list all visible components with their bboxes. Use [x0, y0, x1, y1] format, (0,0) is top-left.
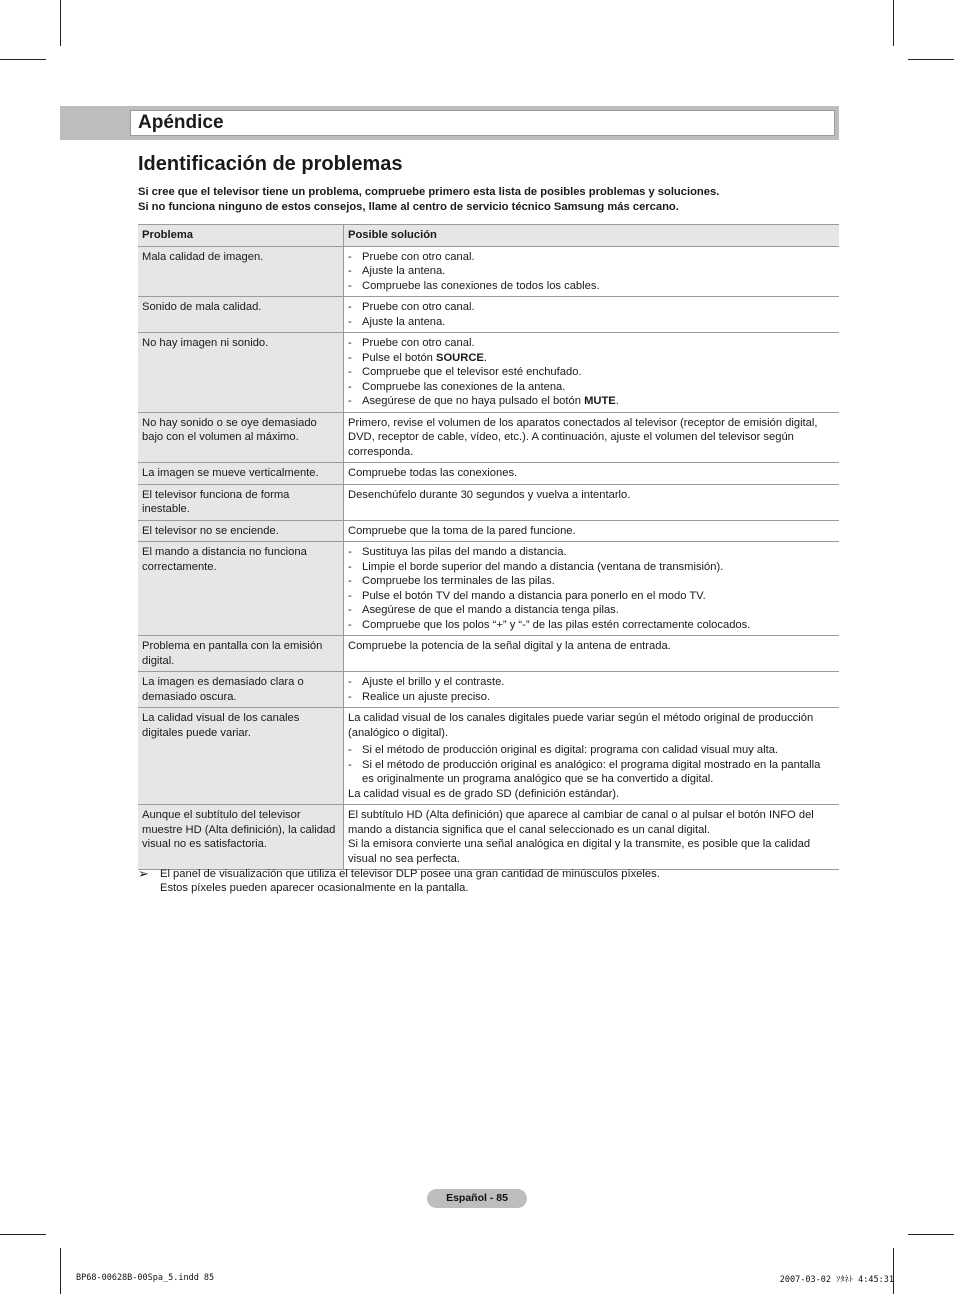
- solution-list-item: [348, 351, 835, 366]
- solution-paragraph: Compruebe que la toma de la pared funcione.: [348, 524, 576, 537]
- problem-cell: La calidad visual de los canales digitales puede variar.: [138, 708, 344, 805]
- solution-text-part: .: [615, 395, 619, 407]
- solution-text: [362, 589, 706, 604]
- problem-cell: El mando a distancia no funciona correctamente.: [138, 542, 344, 636]
- solution-text-part: Sustituya las pilas del mando a distancia.: [362, 546, 567, 558]
- solution-list-item: [348, 545, 835, 560]
- list-dash: -: [348, 395, 352, 407]
- solution-text-part: Ajuste la antena.: [362, 265, 446, 277]
- table-row: [138, 463, 839, 485]
- section-banner-box: [130, 110, 835, 136]
- solution-text: [362, 675, 504, 690]
- crop-mark: [0, 1234, 46, 1235]
- problem-cell: La imagen se mueve verticalmente.: [138, 463, 344, 485]
- solution-list-item: [348, 365, 835, 380]
- column-header-problem: Problema: [138, 225, 344, 247]
- solution-text: [362, 743, 778, 758]
- problem-cell: No hay sonido o se oye demasiado bajo con el volumen al máximo.: [138, 412, 344, 463]
- solution-list-item: [348, 758, 835, 787]
- solution-text-part: Asegúrese de que el mando a distancia tenga pilas.: [362, 604, 619, 616]
- solution-text-part: Pruebe con otro canal.: [362, 337, 475, 349]
- solution-cell: [344, 412, 840, 463]
- solution-text-part: Pruebe con otro canal.: [362, 250, 475, 263]
- button-name: MUTE: [584, 395, 616, 407]
- solution-cell: [344, 333, 840, 413]
- note: [138, 867, 660, 895]
- solution-cell: [344, 484, 840, 520]
- solution-text: [362, 690, 490, 705]
- solution-cell: [344, 297, 840, 333]
- solution-text-part: Compruebe los terminales de las pilas.: [362, 575, 555, 587]
- solution-paragraph: Primero, revise el volumen de los aparatos conectados al televisor (receptor de emisión digital, DVD, receptor de cable, vídeo, etc.). A continuación, ajuste el volumen del televisor según corresponda.: [348, 416, 818, 458]
- solution-list-item: [348, 743, 835, 758]
- solution-text: [362, 380, 565, 395]
- list-dash: -: [348, 575, 352, 587]
- solution-text-part: Compruebe que el televisor esté enchufado.: [362, 366, 582, 378]
- solution-text-part: Si el método de producción original es analógico: el programa digital mostrado en la pantalla es originalmente un programa analógico que se ha convertido a digital.: [362, 758, 821, 785]
- list-dash: -: [348, 676, 352, 688]
- section-title: Apéndice: [138, 112, 224, 133]
- problem-cell: Aunque el subtítulo del televisor muestre HD (Alta definición), la calidad visual no es satisfactoria.: [138, 805, 344, 870]
- solution-paragraph: La calidad visual de los canales digitales puede variar según el método original de producción (analógico o digital).: [348, 712, 814, 739]
- solution-text: [362, 618, 750, 633]
- solution-text: [362, 758, 835, 787]
- solution-text-part: Realice un ajuste preciso.: [362, 690, 491, 703]
- list-dash: -: [348, 265, 352, 277]
- solution-text: [362, 545, 567, 560]
- table-row: [138, 246, 839, 297]
- solution-text: [362, 264, 445, 279]
- list-dash: -: [348, 337, 352, 349]
- solution-list-item: [348, 560, 835, 575]
- solution-cell: [344, 542, 840, 636]
- solution-text-part: Compruebe las conexiones de la antena.: [362, 380, 566, 393]
- table-row: [138, 412, 839, 463]
- solution-paragraph: Si la emisora convierte una señal analógica en digital y la transmite, es posible que la calidad visual no sea perfecta.: [348, 838, 811, 865]
- solution-cell: [344, 672, 840, 708]
- table-row: [138, 636, 839, 672]
- solution-list-item: [348, 589, 835, 604]
- button-name: SOURCE: [436, 351, 484, 364]
- list-dash: -: [348, 744, 352, 756]
- solution-text: [362, 574, 555, 589]
- solution-text-part: Ajuste la antena.: [362, 315, 446, 328]
- table-row: [138, 672, 839, 708]
- solution-text-part: Limpie el borde superior del mando a distancia (ventana de transmisión).: [362, 560, 724, 573]
- solution-cell: [344, 708, 840, 805]
- solution-text-part: .: [483, 351, 487, 364]
- solution-paragraph: Desenchúfelo durante 30 segundos y vuelva a intentarlo.: [348, 488, 631, 501]
- table-row: [138, 805, 839, 870]
- solution-list-item: [348, 250, 835, 265]
- solution-text: [362, 315, 445, 330]
- crop-mark: [908, 1234, 954, 1235]
- list-dash: -: [348, 279, 352, 292]
- list-dash: -: [348, 351, 352, 364]
- solution-text-part: Compruebe que los polos “+” y “-” de las pilas estén correctamente colocados.: [362, 618, 751, 631]
- solution-text-part: Compruebe las conexiones de todos los cables.: [362, 279, 600, 292]
- note-line: Estos píxeles pueden aparecer ocasionalmente en la pantalla.: [160, 882, 469, 894]
- table-row: [138, 333, 839, 413]
- solution-list-item: [348, 279, 835, 294]
- problem-cell: No hay imagen ni sonido.: [138, 333, 344, 413]
- footer-file-info: BP68-00628B-00Spa_5.indd 85: [76, 1273, 215, 1283]
- solution-list-item: [348, 336, 835, 351]
- crop-mark: [908, 59, 954, 60]
- solution-text: [362, 300, 475, 315]
- problem-cell: Problema en pantalla con la emisión digital.: [138, 636, 344, 672]
- solution-text-part: Pruebe con otro canal.: [362, 301, 475, 313]
- list-dash: -: [348, 560, 352, 573]
- problem-cell: El televisor funciona de forma inestable.: [138, 484, 344, 520]
- solution-list-item: [348, 394, 835, 409]
- crop-mark: [0, 59, 46, 60]
- list-dash: -: [348, 546, 352, 558]
- list-dash: -: [348, 690, 352, 703]
- problem-cell: El televisor no se enciende.: [138, 520, 344, 542]
- solution-text-part: Pulse el botón TV del mando a distancia para ponerlo en el modo TV.: [362, 589, 706, 602]
- problem-cell: La imagen es demasiado clara o demasiado oscura.: [138, 672, 344, 708]
- solution-paragraph: El subtítulo HD (Alta definición) que aparece al cambiar de canal o al pulsar el botón INFO del mando a distancia significa que el canal seleccionado es un canal digital.: [348, 809, 814, 836]
- list-dash: -: [348, 758, 352, 771]
- solution-cell: [344, 520, 840, 542]
- table-header-row: [138, 225, 839, 247]
- solution-list-item: [348, 264, 835, 279]
- table-row: [138, 708, 839, 805]
- solution-list-item: [348, 618, 835, 633]
- problem-cell: Sonido de mala calidad.: [138, 297, 344, 333]
- solution-text: [362, 603, 619, 618]
- page-heading: Identificación de problemas: [138, 153, 403, 175]
- solution-list-item: [348, 675, 835, 690]
- solution-list-item: [348, 380, 835, 395]
- solution-text-part: Pulse el botón: [362, 351, 437, 364]
- crop-mark: [60, 0, 61, 46]
- intro-text: [138, 185, 719, 214]
- list-dash: -: [348, 618, 352, 631]
- crop-mark: [893, 0, 894, 46]
- solution-list-item: [348, 315, 835, 330]
- table-row: [138, 520, 839, 542]
- solution-list-item: [348, 574, 835, 589]
- solution-text-part: Asegúrese de que no haya pulsado el botón: [362, 395, 585, 407]
- solution-text-part: Ajuste el brillo y el contraste.: [362, 676, 505, 688]
- solution-text: [362, 351, 487, 366]
- column-header-solution: Posible solución: [344, 225, 840, 247]
- solution-cell: [344, 805, 840, 870]
- solution-text: [362, 279, 600, 294]
- solution-cell: [344, 246, 840, 297]
- solution-text-part: Si el método de producción original es digital: programa con calidad visual muy alta.: [362, 744, 779, 756]
- solution-paragraph: Compruebe todas las conexiones.: [348, 467, 518, 479]
- note-arrow-icon: ➢: [138, 866, 149, 881]
- solution-cell: [344, 636, 840, 672]
- solution-paragraph: Compruebe la potencia de la señal digital y la antena de entrada.: [348, 640, 671, 652]
- crop-mark: [893, 1248, 894, 1294]
- solution-text: [362, 394, 619, 409]
- solution-text: [362, 336, 475, 351]
- solution-list-item: [348, 300, 835, 315]
- solution-list-item: [348, 603, 835, 618]
- solution-paragraph: La calidad visual es de grado SD (definición estándar).: [348, 787, 620, 800]
- solution-cell: [344, 463, 840, 485]
- page-number-badge: Español - 85: [427, 1189, 527, 1208]
- table-row: [138, 542, 839, 636]
- footer-timestamp: 2007-03-02 ｿﾀﾈﾄ 4:45:31: [779, 1275, 894, 1285]
- list-dash: -: [348, 301, 352, 313]
- list-dash: -: [348, 604, 352, 616]
- troubleshooting-table: [138, 224, 839, 870]
- solution-list-item: [348, 690, 835, 705]
- solution-text: [362, 365, 582, 380]
- problem-cell: Mala calidad de imagen.: [138, 246, 344, 297]
- list-dash: -: [348, 315, 352, 328]
- intro-line: Si cree que el televisor tiene un problema, compruebe primero esta lista de posibles problemas y soluciones.: [138, 186, 720, 198]
- note-line: El panel de visualización que utiliza el televisor DLP posee una gran cantidad de minúsculos píxeles.: [160, 868, 660, 880]
- list-dash: -: [348, 250, 352, 263]
- solution-text: [362, 250, 475, 265]
- solution-text: [362, 560, 723, 575]
- crop-mark: [60, 1248, 61, 1294]
- list-dash: -: [348, 380, 352, 393]
- intro-line: Si no funciona ninguno de estos consejos, llame al centro de servicio técnico Samsung más cercano.: [138, 200, 679, 213]
- list-dash: -: [348, 589, 352, 602]
- table-row: [138, 297, 839, 333]
- table-row: [138, 484, 839, 520]
- list-dash: -: [348, 366, 352, 378]
